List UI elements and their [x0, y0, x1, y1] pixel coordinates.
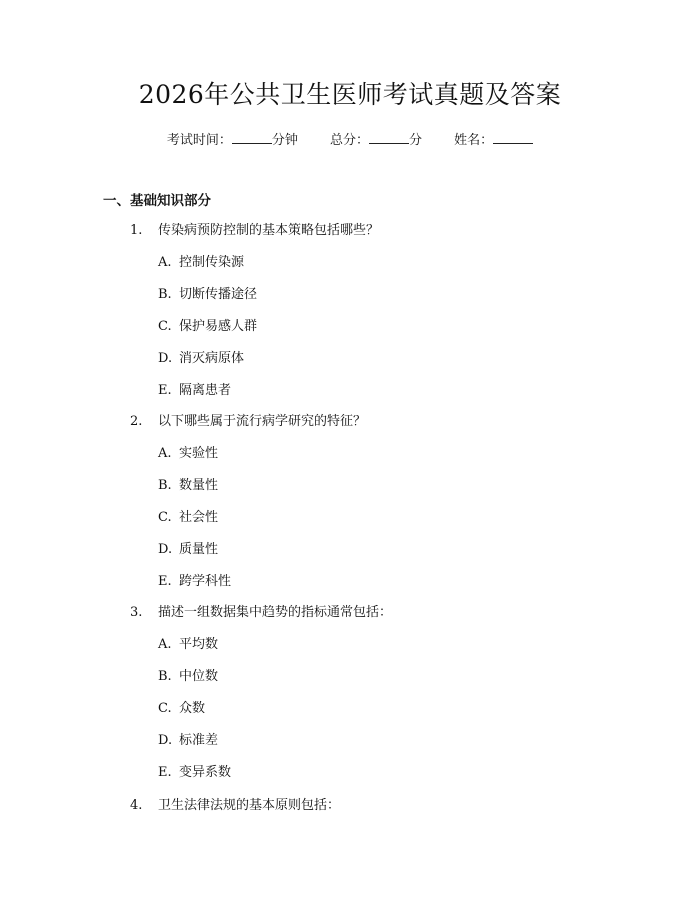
- option-text: 平均数: [179, 637, 219, 652]
- option-item: [158, 764, 231, 782]
- option-item: [158, 445, 218, 463]
- total-score-unit: 分: [409, 133, 423, 148]
- total-score-label: 总分：: [329, 133, 369, 148]
- exam-time-field: [167, 131, 298, 150]
- option-text: 控制传染源: [179, 255, 245, 270]
- option-item: [158, 636, 218, 654]
- question-3: [130, 604, 392, 622]
- option-item: [158, 541, 218, 559]
- option-text: 消灭病原体: [179, 351, 245, 366]
- question-text: 描述一组数据集中趋势的指标通常包括：: [158, 605, 393, 620]
- name-blank: [493, 131, 533, 144]
- name-label: 姓名：: [454, 133, 494, 148]
- exam-info-line: [0, 131, 700, 150]
- question-number: 3.: [130, 605, 143, 620]
- total-score-blank: [369, 131, 409, 144]
- document-title: 2026年公共卫生医师考试真题及答案: [138, 80, 562, 109]
- option-letter: C.: [158, 510, 172, 525]
- option-item: [158, 254, 244, 272]
- option-letter: D.: [158, 351, 173, 366]
- option-item: [158, 350, 244, 368]
- option-text: 众数: [179, 701, 206, 716]
- option-item: [158, 668, 218, 686]
- option-text: 跨学科性: [179, 574, 232, 589]
- option-item: [158, 382, 231, 400]
- option-letter: E.: [158, 765, 172, 780]
- option-text: 切断传播途径: [179, 287, 258, 302]
- option-text: 变异系数: [179, 765, 232, 780]
- option-item: [158, 700, 205, 718]
- option-text: 实验性: [179, 446, 219, 461]
- exam-time-label: 考试时间：: [166, 133, 232, 148]
- option-item: [158, 509, 218, 527]
- option-text: 质量性: [179, 542, 219, 557]
- option-item: [158, 573, 231, 591]
- exam-time-unit: 分钟: [271, 133, 298, 148]
- question-text: 卫生法律法规的基本原则包括：: [158, 798, 341, 813]
- question-text: 传染病预防控制的基本策略包括哪些？: [158, 223, 380, 238]
- option-text: 社会性: [179, 510, 219, 525]
- question-number: 4.: [130, 798, 143, 813]
- option-text: 保护易感人群: [179, 319, 258, 334]
- option-item: [158, 318, 257, 336]
- option-text: 隔离患者: [179, 383, 232, 398]
- option-item: [158, 477, 218, 495]
- question-text: 以下哪些属于流行病学研究的特征？: [158, 414, 367, 429]
- option-letter: E.: [158, 574, 172, 589]
- option-letter: E.: [158, 383, 172, 398]
- name-field: [454, 131, 533, 150]
- option-letter: B.: [158, 287, 172, 302]
- section-heading: 一、基础知识部分: [103, 193, 211, 209]
- question-1: [130, 222, 379, 240]
- option-letter: B.: [158, 478, 172, 493]
- option-letter: D.: [158, 733, 173, 748]
- option-letter: A.: [158, 637, 172, 652]
- total-score-field: [330, 131, 422, 150]
- option-letter: A.: [158, 255, 172, 270]
- option-text: 中位数: [179, 669, 219, 684]
- option-item: [158, 286, 257, 304]
- question-2: [130, 413, 366, 431]
- option-letter: D.: [158, 542, 173, 557]
- option-letter: C.: [158, 701, 172, 716]
- option-text: 数量性: [179, 478, 219, 493]
- question-4: [130, 797, 340, 815]
- exam-time-blank: [232, 131, 272, 144]
- question-number: 2.: [130, 414, 143, 429]
- question-number: 1.: [130, 223, 143, 238]
- option-item: [158, 732, 218, 750]
- option-letter: A.: [158, 446, 172, 461]
- option-text: 标准差: [179, 733, 219, 748]
- option-letter: C.: [158, 319, 172, 334]
- option-letter: B.: [158, 669, 172, 684]
